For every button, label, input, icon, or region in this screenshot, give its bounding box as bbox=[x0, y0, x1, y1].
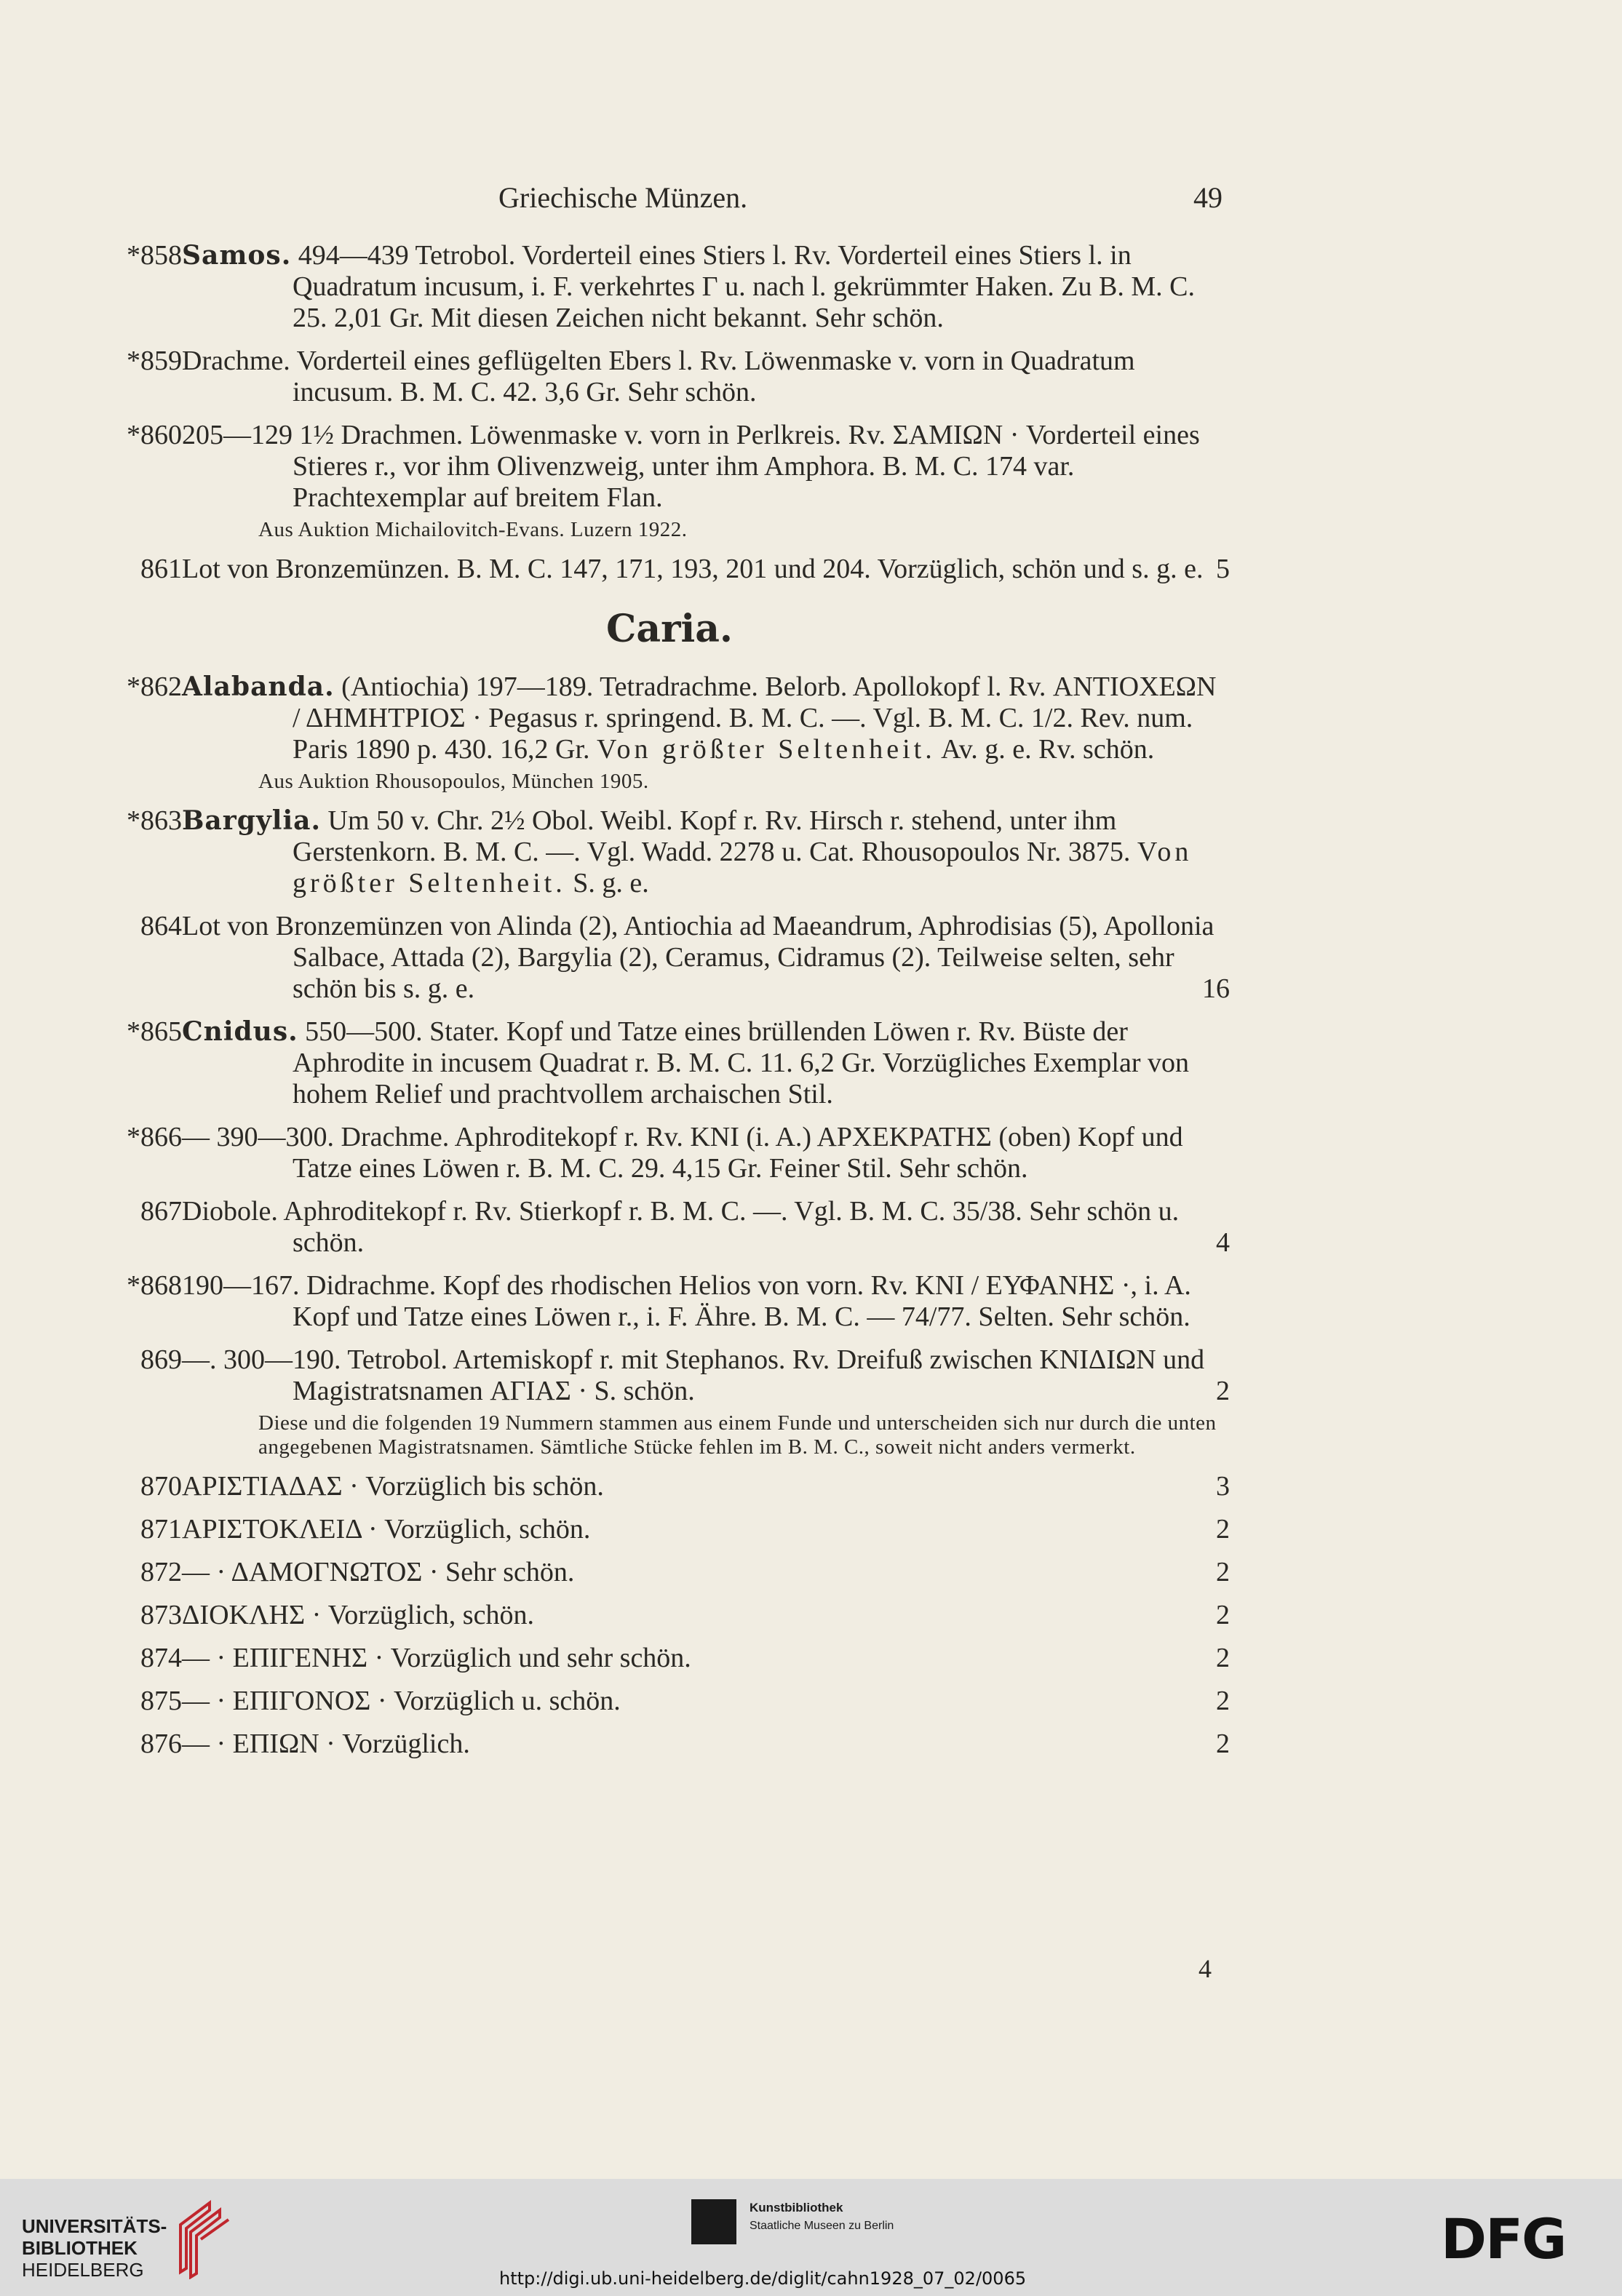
catalog-entry bbox=[109, 1557, 1230, 1588]
page-header bbox=[0, 180, 1622, 224]
library-logo-icon bbox=[166, 2192, 231, 2279]
entry-number: *863 bbox=[127, 805, 182, 836]
entry-number: 864 bbox=[140, 911, 182, 941]
entry-heading: Bargylia. bbox=[182, 805, 322, 836]
catalog-entry bbox=[109, 1471, 1230, 1502]
dfg-logo: DFG bbox=[1441, 2207, 1566, 2271]
signature-number: 4 bbox=[1198, 1954, 1212, 1983]
kb-subtitle: Staatliche Museen zu Berlin bbox=[750, 2220, 894, 2232]
kb-title: Kunstbibliothek bbox=[750, 2201, 843, 2215]
entry-count: 2 bbox=[1216, 1729, 1230, 1759]
entry-number: 861 bbox=[140, 554, 182, 584]
find-note: Diese und die folgenden 19 Nummern stammen aus einem Funde und unterscheiden sich nur durch die unten angegebenen Magistratsnamen. Sämtliche Stücke fehlen im B. M. C., soweit nicht anders vermerkt. bbox=[258, 1411, 1217, 1459]
entry-text: Diobole. Aphroditekopf r. Rv. Stierkopf r. B. M. C. —. Vgl. B. M. C. 35/38. Sehr schön u. schön. bbox=[182, 1196, 1180, 1258]
entry-emphasis: Von größter Seltenheit. bbox=[293, 837, 1193, 898]
entry-number: 871 bbox=[140, 1514, 182, 1544]
entry-text: — 390—300. Drachme. Aphroditekopf r. Rv. ΚΝΙ (i. A.) ΑΡΧΕΚΡΑΤΗΣ (oben) Kopf und Tatze eines Löwen r. B. M. C. 29. 4,15 Gr. Feiner Stil. Sehr schön. bbox=[182, 1122, 1183, 1184]
entry-number: 874 bbox=[140, 1643, 182, 1673]
entry-text: — · ΕΠΙΓΕΝΗΣ · Vorzüglich und sehr schön. bbox=[182, 1643, 691, 1673]
catalog-entry bbox=[109, 1514, 1230, 1545]
catalog-entry bbox=[109, 1270, 1230, 1333]
entry-number: 873 bbox=[140, 1600, 182, 1630]
entry-count: 2 bbox=[1216, 1557, 1230, 1587]
entry-text: — · ΕΠΙΓΟΝΟΣ · Vorzüglich u. schön. bbox=[182, 1686, 621, 1716]
kunstbibliothek-label bbox=[750, 2199, 894, 2235]
entry-text: Lot von Bronzemünzen. B. M. C. 147, 171, 193, 201 und 204. Vorzüglich, schön und s. g. e. bbox=[182, 554, 1204, 584]
digitization-footer bbox=[0, 2179, 1622, 2296]
entry-text: 205—129 1½ Drachmen. Löwenmaske v. vorn in Perlkreis. Rv. ΣΑΜΙΩΝ · Vorderteil eines Stieres r., vor ihm Olivenzweig, unter ihm Amphora. B. M. C. 174 var. Prachtexemplar auf breitem Flan. bbox=[182, 420, 1200, 513]
entry-number: 869 bbox=[140, 1344, 182, 1375]
library-line-2: BIBLIOTHEK bbox=[22, 2237, 138, 2259]
entry-number: 876 bbox=[140, 1729, 182, 1759]
entry-count: 5 bbox=[1216, 554, 1230, 584]
kunstbibliothek-logo-icon bbox=[691, 2199, 736, 2244]
provenance-note: Aus Auktion Rhousopoulos, München 1905. bbox=[258, 770, 649, 793]
entry-emphasis: Von größter Seltenheit. bbox=[597, 734, 936, 765]
entry-count: 2 bbox=[1216, 1376, 1230, 1406]
catalog-entry bbox=[109, 1686, 1230, 1717]
catalog-entry bbox=[109, 346, 1230, 408]
catalog-entry bbox=[109, 1196, 1230, 1259]
entry-number: 870 bbox=[140, 1471, 182, 1502]
catalog-entry bbox=[109, 1122, 1230, 1184]
catalog-entry bbox=[109, 240, 1230, 334]
entry-text: ΑΡΙΣΤΟΚΛΕΙΔ · Vorzüglich, schön. bbox=[182, 1514, 591, 1544]
entry-number: *862 bbox=[127, 671, 182, 702]
catalog-content bbox=[0, 240, 1622, 1771]
entry-count: 2 bbox=[1216, 1600, 1230, 1630]
catalog-entry bbox=[109, 1600, 1230, 1631]
entry-heading: Alabanda. bbox=[182, 671, 335, 702]
entry-text: 494—439 Tetrobol. Vorderteil eines Stiers l. Rv. Vorderteil eines Stiers l. in Quadratum incusum, i. F. verkehrtes Γ u. nach l. gekrümmter Haken. Zu B. M. C. 25. 2,01 Gr. Mit diesen Zeichen nicht bekannt. Sehr schön. bbox=[291, 240, 1195, 333]
catalog-entry bbox=[109, 420, 1230, 514]
entry-number: 875 bbox=[140, 1686, 182, 1716]
catalog-entry bbox=[109, 911, 1230, 1005]
entry-text: Um 50 v. Chr. 2½ Obol. Weibl. Kopf r. Rv. Hirsch r. stehend, unter ihm Gerstenkorn. B. M. C. —. Vgl. Wadd. 2278 u. Cat. Rhousopoulos Nr. 3875. bbox=[293, 805, 1137, 867]
catalog-entry bbox=[109, 1643, 1230, 1674]
catalog-entry bbox=[109, 1016, 1230, 1110]
entry-heading: Cnidus. bbox=[182, 1016, 298, 1047]
catalog-entry bbox=[109, 554, 1230, 585]
entry-tail: Av. g. e. Rv. schön. bbox=[935, 734, 1155, 765]
entry-count: 2 bbox=[1216, 1643, 1230, 1673]
library-name bbox=[22, 2215, 167, 2281]
page-number: 49 bbox=[1193, 181, 1223, 214]
entry-count: 16 bbox=[1202, 973, 1230, 1004]
entry-tail: S. g. e. bbox=[565, 868, 649, 898]
entry-text: ΑΡΙΣΤΙΑΔΑΣ · Vorzüglich bis schön. bbox=[182, 1471, 604, 1502]
entry-text: 550—500. Stater. Kopf und Tatze eines brüllenden Löwen r. Rv. Büste der Aphrodite in incusem Quadrat r. B. M. C. 11. 6,2 Gr. Vorzügliches Exemplar von hohem Relief und prachtvollem archaischen Stil. bbox=[293, 1016, 1190, 1109]
entry-number: *858 bbox=[127, 240, 182, 271]
entry-heading: Samos. bbox=[182, 240, 292, 271]
catalog-entry bbox=[109, 1344, 1230, 1407]
entry-number: *866 bbox=[127, 1122, 182, 1152]
library-line-3: HEIDELBERG bbox=[22, 2259, 144, 2281]
entry-text: (Antiochia) 197—189. Tetradrachme. Belorb. Apollokopf l. Rv. ΑΝΤΙΟΧΕΩΝ / ΔΗΜΗΤΡΙΟΣ · Pegasus r. springend. B. M. C. —. Vgl. B. M. C. 1/2. Rev. num. Paris 1890 p. 430. 16,2 Gr. bbox=[293, 671, 1217, 765]
entry-count: 4 bbox=[1216, 1227, 1230, 1258]
entry-count: 2 bbox=[1216, 1514, 1230, 1544]
entry-number: 867 bbox=[140, 1196, 182, 1227]
entry-text: — · ΕΠΙΩΝ · Vorzüglich. bbox=[182, 1729, 470, 1759]
source-url[interactable]: http://digi.ub.uni-heidelberg.de/diglit/cahn1928_07_02/0065 bbox=[499, 2268, 1027, 2289]
entry-text: —. 300—190. Tetrobol. Artemiskopf r. mit Stephanos. Rv. Dreifuß zwischen ΚΝΙΔΙΩΝ und Magistratsnamen ΑΓΙΑΣ · S. schön. bbox=[182, 1344, 1205, 1406]
entry-number: 872 bbox=[140, 1557, 182, 1587]
entry-number: *859 bbox=[127, 346, 182, 376]
entry-text: Drachme. Vorderteil eines geflügelten Ebers l. Rv. Löwenmaske v. vorn in Quadratum incusum. B. M. C. 42. 3,6 Gr. Sehr schön. bbox=[182, 346, 1135, 407]
catalog-entry bbox=[109, 805, 1230, 899]
entry-text: ΔΙΟΚΛΗΣ · Vorzüglich, schön. bbox=[182, 1600, 534, 1630]
entry-number: *860 bbox=[127, 420, 182, 450]
entry-text: — · ΔΑΜΟΓΝΩΤΟΣ · Sehr schön. bbox=[182, 1557, 575, 1587]
running-title: Griechische Münzen. bbox=[498, 181, 748, 214]
entry-count: 3 bbox=[1216, 1471, 1230, 1502]
catalog-entry bbox=[109, 671, 1230, 765]
provenance-note: Aus Auktion Michailovitch-Evans. Luzern 1922. bbox=[258, 518, 688, 541]
entry-number: *868 bbox=[127, 1270, 182, 1301]
catalog-entry bbox=[109, 1729, 1230, 1760]
section-heading: Caria. bbox=[605, 607, 734, 651]
entry-count: 2 bbox=[1216, 1686, 1230, 1716]
library-line-1: UNIVERSITÄTS- bbox=[22, 2215, 167, 2237]
entry-text: 190—167. Didrachme. Kopf des rhodischen Helios von vorn. Rv. ΚΝΙ / ΕΥΦΑΝΗΣ ·, i. A. Kopf und Tatze eines Löwen r., i. F. Ähre. B. M. C. — 74/77. Selten. Sehr schön. bbox=[182, 1270, 1191, 1332]
entry-text: Lot von Bronzemünzen von Alinda (2), Antiochia ad Maeandrum, Aphrodisias (5), Apollonia Salbace, Attada (2), Bargylia (2), Ceramus, Cidramus (2). Teilweise selten, sehr schön bis s. g. e. bbox=[182, 911, 1214, 1004]
entry-number: *865 bbox=[127, 1016, 182, 1047]
